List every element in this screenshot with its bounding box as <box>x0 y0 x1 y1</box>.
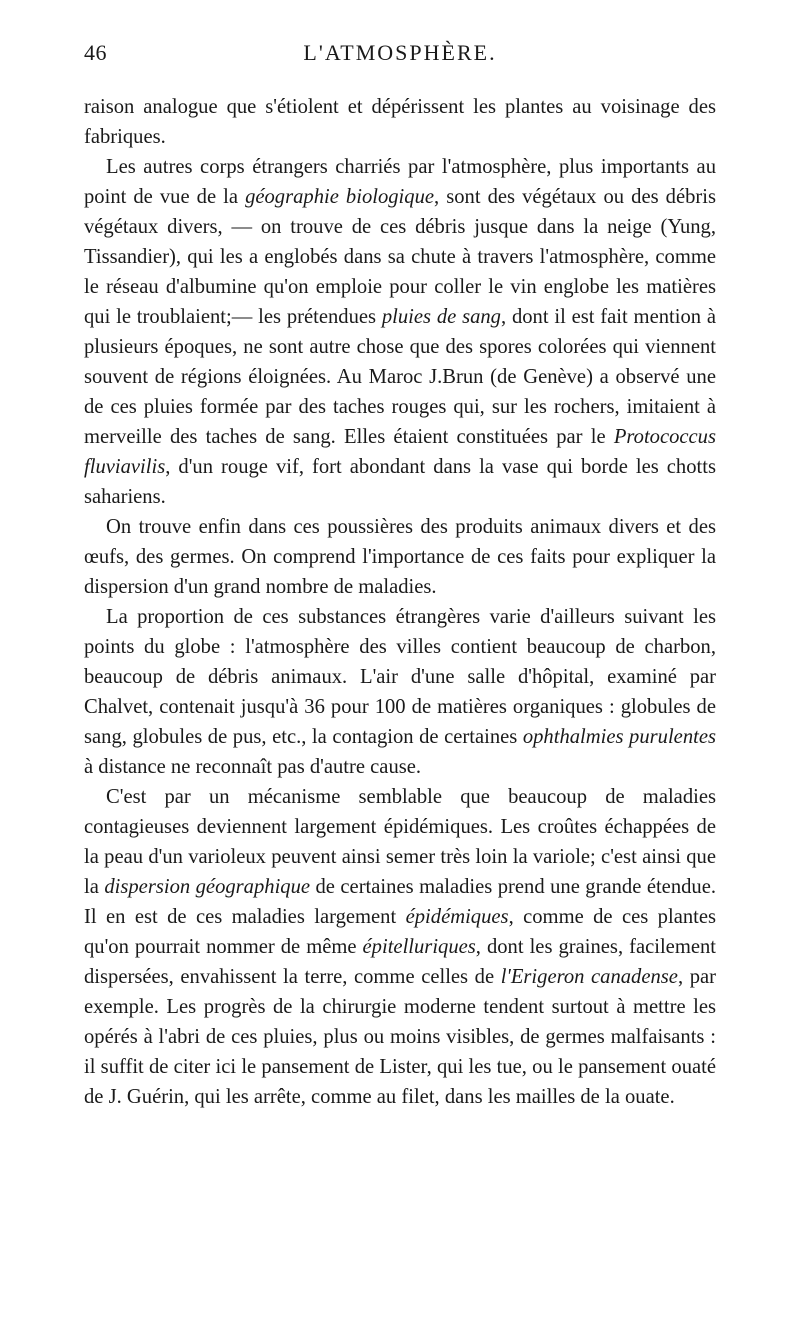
book-page <box>84 40 716 1112</box>
text-run: à distance ne reconnaît pas d'autre cause. <box>84 756 422 778</box>
paragraph <box>84 512 716 602</box>
paragraph <box>84 602 716 782</box>
italic-term: pluies de sang <box>381 306 501 328</box>
text-run: La proportion de ces substances étrangères varie d'ailleurs suivant les points du globe : l'atmosphère des villes contient beaucoup de charbon, beaucoup de débris animaux. L'air d'une salle d'hôpital, examiné par Chalvet, contenait jusqu'à 36 pour 100 de matières organiques : globules de sang, globules de pus, etc., la contagion de certaines <box>84 606 716 748</box>
text-run: de certaines maladies prend une grande étendue. Il en est de ces maladies largement <box>84 876 716 928</box>
text-run: raison analogue que s'étiolent et dépérissent les plantes au voisinage des fabriques. <box>84 96 716 148</box>
italic-term: épidémiques <box>405 906 509 928</box>
running-title: L'ATMOSPHÈRE. <box>303 40 497 65</box>
italic-term: géographie biologique <box>245 186 435 208</box>
text-run: , dont les graines, facilement dispersées, envahissent la terre, comme celles de <box>84 936 717 988</box>
paragraph <box>84 92 716 152</box>
italic-term: l'Erigeron canadense <box>500 966 678 988</box>
italic-term: Protococcus fluviavilis <box>84 426 716 478</box>
text-run: Les autres corps étrangers charriés par l'atmosphère, plus importants au point de vue de la <box>84 156 716 208</box>
paragraph <box>84 782 716 1112</box>
text-run: , par exemple. Les progrès de la chirurgie moderne tendent surtout à mettre les opérés à l'abri de ces pluies, plus ou moins visibles, de germes malfaisants : il suffit de citer ici le pansement de Lister, qui les tue, ou le pansement ouaté de J. Guérin, qui les arrête, comme au filet, dans les mailles de la ouate. <box>84 966 716 1108</box>
text-run: C'est par un mécanisme semblable que beaucoup de maladies contagieuses deviennent largement épidémiques. Les croûtes échappées de la peau d'un varioleux peuvent ainsi semer très loin la variole; c'est ainsi que la <box>84 786 716 898</box>
paragraph <box>84 152 716 512</box>
italic-term: épitelluriques <box>362 936 476 958</box>
text-run: On trouve enfin dans ces poussières des produits animaux divers et des œufs, des germes. On comprend l'importance de ces faits pour expliquer la dispersion d'un grand nombre de maladies. <box>84 516 716 598</box>
text-run: , dont il est fait mention à plusieurs époques, ne sont autre chose que des spores colorées qui viennent souvent de régions éloignées. Au Maroc J.Brun (de Genève) a observé une de ces pluies formée par des taches rouges qui, sur les rochers, imitaient à merveille des taches de sang. Elles étaient constituées par le <box>84 306 716 448</box>
italic-term: dispersion géographique <box>104 876 311 898</box>
page-number: 46 <box>84 40 107 65</box>
page-header <box>84 40 716 76</box>
text-run: , sont des végétaux ou des débris végétaux divers, — on trouve de ces débris jusque dans la neige (Yung, Tissandier), qui les a englobés dans sa chute à travers l'atmosphère, comme le réseau d'albumine qu'on emploie pour coller le vin englobe les matières qui le troublaient;— les prétendues <box>84 186 716 328</box>
text-run: , comme de ces plantes qu'on pourrait nommer de même <box>84 906 717 958</box>
italic-term: ophthalmies purulentes <box>522 726 716 748</box>
text-run: , d'un rouge vif, fort abondant dans la vase qui borde les chotts sahariens. <box>84 456 716 508</box>
body-text <box>84 92 716 1112</box>
